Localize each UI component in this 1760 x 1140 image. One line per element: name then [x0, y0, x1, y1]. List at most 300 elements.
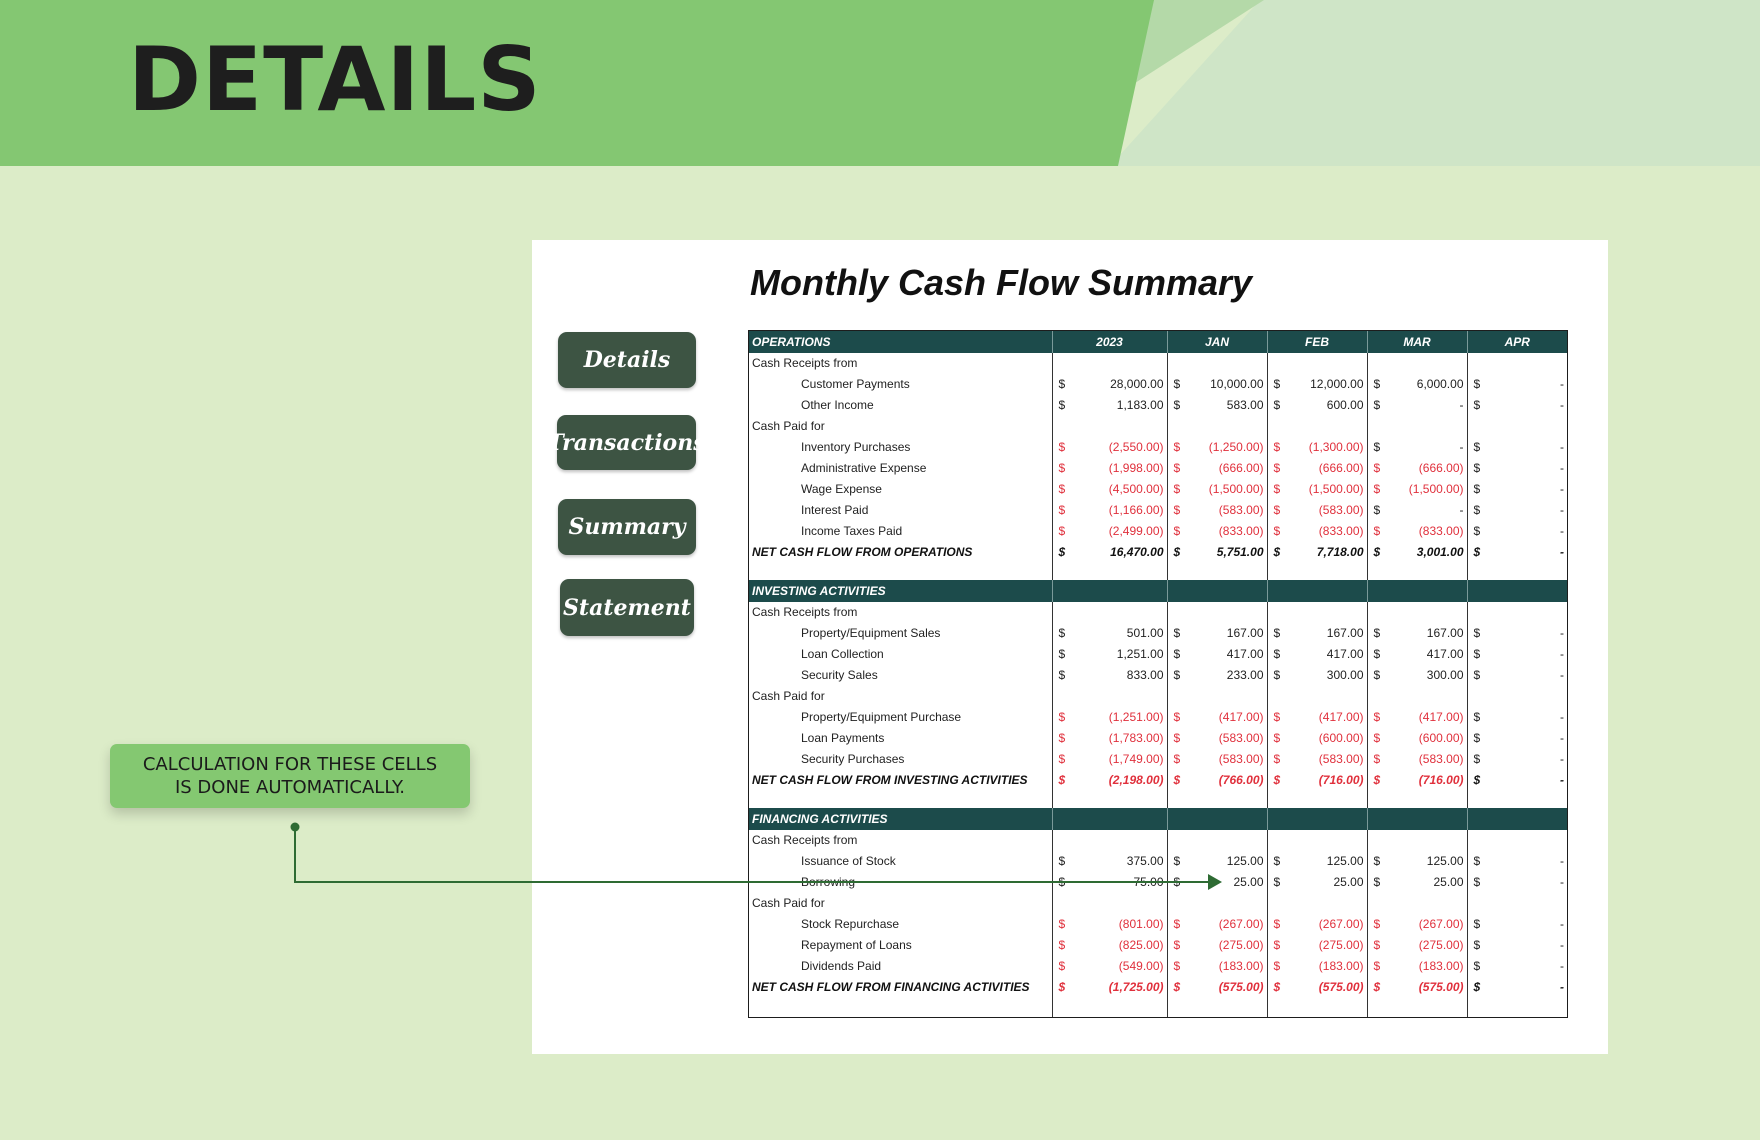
amount: (583.00)	[1318, 503, 1364, 517]
value-cell[interactable]	[1267, 851, 1367, 872]
value-cell[interactable]	[1267, 770, 1367, 791]
value-cell[interactable]	[1167, 707, 1267, 728]
transactions-button[interactable]: Transactions	[557, 415, 696, 470]
amount: (267.00)	[1418, 917, 1464, 931]
currency-symbol: $	[1373, 710, 1381, 724]
amount: (600.00)	[1318, 731, 1364, 745]
value-cell[interactable]	[1052, 644, 1167, 665]
value-cell[interactable]	[1267, 374, 1367, 395]
row-label: Borrowing	[749, 872, 1052, 893]
currency-symbol: $	[1473, 626, 1481, 640]
table-row	[749, 977, 1567, 998]
value-cell[interactable]	[1267, 872, 1367, 893]
value-cell[interactable]	[1267, 602, 1367, 623]
value-cell[interactable]	[1367, 623, 1467, 644]
amount: (1,500.00)	[1308, 482, 1364, 496]
value-cell[interactable]	[1267, 665, 1367, 686]
amount: (833.00)	[1418, 524, 1464, 538]
section-title: FINANCING ACTIVITIES	[749, 808, 1052, 830]
value-cell[interactable]	[1367, 542, 1467, 563]
value-cell[interactable]	[1267, 935, 1367, 956]
row-label: Cash Receipts from	[749, 830, 1052, 851]
value-cell[interactable]	[1367, 416, 1467, 437]
value-cell[interactable]	[1167, 542, 1267, 563]
value-cell[interactable]	[1167, 602, 1267, 623]
row-label: Security Purchases	[749, 749, 1052, 770]
amount: (575.00)	[1318, 980, 1364, 994]
amount: 583.00	[1226, 398, 1264, 412]
value-cell[interactable]	[1367, 872, 1467, 893]
row-label: Customer Payments	[749, 374, 1052, 395]
value-cell[interactable]	[1467, 374, 1567, 395]
value-cell[interactable]	[1467, 437, 1567, 458]
value-cell[interactable]	[1052, 935, 1167, 956]
currency-symbol: $	[1058, 377, 1066, 391]
value-cell[interactable]	[1467, 872, 1567, 893]
value-cell[interactable]	[1467, 602, 1567, 623]
amount: 28,000.00	[1110, 377, 1164, 391]
page-title: DETAILS	[128, 28, 542, 131]
currency-symbol: $	[1273, 938, 1281, 952]
value-cell[interactable]	[1167, 437, 1267, 458]
row-label: Stock Repurchase	[749, 914, 1052, 935]
amount: 10,000.00	[1210, 377, 1264, 391]
value-cell[interactable]	[1167, 623, 1267, 644]
value-cell[interactable]	[1367, 893, 1467, 914]
value-cell[interactable]	[1467, 686, 1567, 707]
currency-symbol: $	[1373, 524, 1381, 538]
amount: (1,500.00)	[1408, 482, 1464, 496]
value-cell[interactable]	[1052, 914, 1167, 935]
value-cell[interactable]	[1467, 770, 1567, 791]
currency-symbol: $	[1373, 626, 1381, 640]
column-header	[1167, 580, 1267, 602]
value-cell[interactable]	[1267, 521, 1367, 542]
value-cell[interactable]	[1367, 728, 1467, 749]
value-cell[interactable]	[1052, 749, 1167, 770]
amount: -	[1459, 440, 1464, 454]
value-cell[interactable]	[1467, 707, 1567, 728]
amount: 300.00	[1426, 668, 1464, 682]
amount: (417.00)	[1318, 710, 1364, 724]
value-cell[interactable]	[1052, 830, 1167, 851]
section-title: OPERATIONS	[749, 331, 1052, 353]
value-cell[interactable]	[1052, 521, 1167, 542]
amount: (2,550.00)	[1108, 440, 1164, 454]
value-cell[interactable]	[1267, 728, 1367, 749]
value-cell[interactable]	[1267, 686, 1367, 707]
value-cell[interactable]	[1367, 977, 1467, 998]
section-spacer	[749, 791, 1567, 808]
currency-symbol: $	[1273, 710, 1281, 724]
value-cell[interactable]	[1167, 977, 1267, 998]
value-cell[interactable]	[1267, 416, 1367, 437]
value-cell[interactable]	[1052, 395, 1167, 416]
value-cell[interactable]	[1367, 707, 1467, 728]
table-row	[749, 623, 1567, 644]
value-cell[interactable]	[1052, 458, 1167, 479]
amount: -	[1560, 752, 1564, 766]
value-cell[interactable]	[1267, 956, 1367, 977]
value-cell[interactable]	[1267, 500, 1367, 521]
amount: -	[1560, 938, 1564, 952]
value-cell[interactable]	[1367, 749, 1467, 770]
currency-symbol: $	[1173, 647, 1181, 661]
value-cell[interactable]	[1467, 851, 1567, 872]
row-label: Property/Equipment Purchase	[749, 707, 1052, 728]
table-row	[749, 956, 1567, 977]
value-cell[interactable]	[1052, 872, 1167, 893]
currency-symbol: $	[1473, 482, 1481, 496]
currency-symbol: $	[1273, 377, 1281, 391]
table-row	[749, 542, 1567, 563]
currency-symbol: $	[1173, 524, 1181, 538]
value-cell[interactable]	[1367, 395, 1467, 416]
sheet-title: Monthly Cash Flow Summary	[750, 262, 1253, 303]
amount: -	[1560, 647, 1564, 661]
value-cell[interactable]	[1167, 914, 1267, 935]
value-cell[interactable]	[1467, 521, 1567, 542]
value-cell[interactable]	[1267, 893, 1367, 914]
value-cell[interactable]	[1167, 479, 1267, 500]
currency-symbol: $	[1058, 647, 1066, 661]
value-cell[interactable]	[1052, 623, 1167, 644]
value-cell[interactable]	[1167, 770, 1267, 791]
value-cell[interactable]	[1367, 500, 1467, 521]
value-cell[interactable]	[1167, 935, 1267, 956]
currency-symbol: $	[1173, 545, 1181, 559]
amount: 600.00	[1326, 398, 1364, 412]
amount: -	[1560, 959, 1564, 973]
amount: 300.00	[1326, 668, 1364, 682]
value-cell[interactable]	[1267, 437, 1367, 458]
currency-symbol: $	[1058, 875, 1066, 889]
summary-button[interactable]: Summary	[558, 499, 696, 555]
row-label: Cash Paid for	[749, 893, 1052, 914]
currency-symbol: $	[1173, 503, 1181, 517]
amount: 167.00	[1326, 626, 1364, 640]
value-cell[interactable]	[1167, 395, 1267, 416]
value-cell[interactable]	[1367, 665, 1467, 686]
value-cell[interactable]	[1167, 521, 1267, 542]
value-cell[interactable]	[1052, 665, 1167, 686]
value-cell[interactable]	[1052, 956, 1167, 977]
column-header: 2023	[1052, 331, 1167, 353]
value-cell[interactable]	[1467, 728, 1567, 749]
value-cell[interactable]	[1267, 623, 1367, 644]
currency-symbol: $	[1273, 626, 1281, 640]
column-header: JAN	[1167, 331, 1267, 353]
amount: 167.00	[1226, 626, 1264, 640]
amount: (183.00)	[1418, 959, 1464, 973]
currency-symbol: $	[1173, 854, 1181, 868]
amount: -	[1560, 377, 1564, 391]
amount: -	[1560, 524, 1564, 538]
value-cell[interactable]	[1267, 977, 1367, 998]
amount: (666.00)	[1418, 461, 1464, 475]
amount: (583.00)	[1218, 503, 1264, 517]
amount: (549.00)	[1118, 959, 1164, 973]
currency-symbol: $	[1173, 959, 1181, 973]
value-cell[interactable]	[1052, 728, 1167, 749]
currency-symbol: $	[1273, 752, 1281, 766]
currency-symbol: $	[1473, 647, 1481, 661]
amount: (716.00)	[1418, 773, 1464, 787]
value-cell[interactable]	[1367, 602, 1467, 623]
value-cell[interactable]	[1052, 770, 1167, 791]
currency-symbol: $	[1373, 875, 1381, 889]
value-cell[interactable]	[1367, 935, 1467, 956]
row-label: Loan Collection	[749, 644, 1052, 665]
value-cell[interactable]	[1052, 707, 1167, 728]
currency-symbol: $	[1473, 377, 1481, 391]
section-header	[749, 331, 1567, 353]
currency-symbol: $	[1373, 440, 1381, 454]
currency-symbol: $	[1473, 440, 1481, 454]
value-cell[interactable]	[1167, 458, 1267, 479]
value-cell[interactable]	[1467, 749, 1567, 770]
currency-symbol: $	[1273, 545, 1281, 559]
value-cell[interactable]	[1167, 353, 1267, 374]
column-header	[1267, 580, 1367, 602]
amount: -	[1560, 710, 1564, 724]
value-cell[interactable]	[1167, 893, 1267, 914]
value-cell[interactable]	[1052, 542, 1167, 563]
value-cell[interactable]	[1052, 353, 1167, 374]
currency-symbol: $	[1273, 854, 1281, 868]
currency-symbol: $	[1473, 545, 1481, 559]
table-row	[749, 521, 1567, 542]
currency-symbol: $	[1373, 398, 1381, 412]
amount: -	[1560, 461, 1564, 475]
value-cell[interactable]	[1467, 395, 1567, 416]
value-cell[interactable]	[1367, 521, 1467, 542]
column-header: APR	[1467, 331, 1567, 353]
value-cell[interactable]	[1467, 830, 1567, 851]
amount: 167.00	[1426, 626, 1464, 640]
value-cell[interactable]	[1367, 956, 1467, 977]
value-cell[interactable]	[1467, 914, 1567, 935]
currency-symbol: $	[1058, 917, 1066, 931]
table-row	[749, 500, 1567, 521]
amount: -	[1560, 545, 1564, 559]
value-cell[interactable]	[1267, 749, 1367, 770]
value-cell[interactable]	[1367, 644, 1467, 665]
value-cell[interactable]	[1367, 830, 1467, 851]
value-cell[interactable]	[1367, 686, 1467, 707]
cash-flow-table	[748, 330, 1568, 1018]
amount: (1,749.00)	[1108, 752, 1164, 766]
currency-symbol: $	[1373, 752, 1381, 766]
value-cell[interactable]	[1367, 374, 1467, 395]
amount: 7,718.00	[1316, 545, 1364, 559]
section-spacer	[749, 563, 1567, 580]
amount: (275.00)	[1418, 938, 1464, 952]
value-cell[interactable]	[1267, 458, 1367, 479]
currency-symbol: $	[1173, 731, 1181, 745]
value-cell[interactable]	[1267, 395, 1367, 416]
currency-symbol: $	[1058, 482, 1066, 496]
table-row	[749, 458, 1567, 479]
table-row	[749, 872, 1567, 893]
currency-symbol: $	[1473, 752, 1481, 766]
currency-symbol: $	[1058, 668, 1066, 682]
currency-symbol: $	[1373, 854, 1381, 868]
value-cell[interactable]	[1052, 374, 1167, 395]
value-cell[interactable]	[1367, 458, 1467, 479]
value-cell[interactable]	[1052, 851, 1167, 872]
currency-symbol: $	[1473, 503, 1481, 517]
table-row	[749, 770, 1567, 791]
value-cell[interactable]	[1167, 644, 1267, 665]
value-cell[interactable]	[1052, 977, 1167, 998]
value-cell[interactable]	[1267, 542, 1367, 563]
amount: 25.00	[1333, 875, 1364, 889]
value-cell[interactable]	[1467, 353, 1567, 374]
table-row	[749, 353, 1567, 374]
value-cell[interactable]	[1052, 500, 1167, 521]
value-cell[interactable]	[1167, 374, 1267, 395]
row-label: Issuance of Stock	[749, 851, 1052, 872]
amount: 16,470.00	[1110, 545, 1164, 559]
value-cell[interactable]	[1467, 935, 1567, 956]
table-row	[749, 707, 1567, 728]
value-cell[interactable]	[1267, 353, 1367, 374]
currency-symbol: $	[1373, 461, 1381, 475]
value-cell[interactable]	[1467, 665, 1567, 686]
currency-symbol: $	[1273, 482, 1281, 496]
value-cell[interactable]	[1467, 542, 1567, 563]
currency-symbol: $	[1173, 461, 1181, 475]
amount: (183.00)	[1318, 959, 1364, 973]
amount: 125.00	[1226, 854, 1264, 868]
statement-button[interactable]: Statement	[560, 579, 694, 636]
value-cell[interactable]	[1267, 644, 1367, 665]
row-label: Interest Paid	[749, 500, 1052, 521]
currency-symbol: $	[1273, 731, 1281, 745]
column-header: MAR	[1367, 331, 1467, 353]
value-cell[interactable]	[1167, 728, 1267, 749]
currency-symbol: $	[1173, 710, 1181, 724]
value-cell[interactable]	[1052, 893, 1167, 914]
amount: (666.00)	[1318, 461, 1364, 475]
value-cell[interactable]	[1052, 416, 1167, 437]
value-cell[interactable]	[1167, 956, 1267, 977]
currency-symbol: $	[1058, 959, 1066, 973]
value-cell[interactable]	[1167, 851, 1267, 872]
value-cell[interactable]	[1467, 479, 1567, 500]
column-header	[1367, 808, 1467, 830]
value-cell[interactable]	[1467, 416, 1567, 437]
currency-symbol: $	[1273, 773, 1281, 787]
value-cell[interactable]	[1267, 479, 1367, 500]
note-line-2: IS DONE AUTOMATICALLY.	[174, 777, 406, 798]
amount: -	[1560, 440, 1564, 454]
row-label: NET CASH FLOW FROM OPERATIONS	[749, 542, 1052, 563]
value-cell[interactable]	[1167, 749, 1267, 770]
value-cell[interactable]	[1052, 479, 1167, 500]
value-cell[interactable]	[1367, 479, 1467, 500]
value-cell[interactable]	[1467, 893, 1567, 914]
value-cell[interactable]	[1052, 686, 1167, 707]
row-label: NET CASH FLOW FROM FINANCING ACTIVITIES	[749, 977, 1052, 998]
value-cell[interactable]	[1167, 872, 1267, 893]
table-row	[749, 395, 1567, 416]
value-cell[interactable]	[1167, 665, 1267, 686]
value-cell[interactable]	[1267, 914, 1367, 935]
amount: -	[1560, 875, 1564, 889]
value-cell[interactable]	[1367, 770, 1467, 791]
currency-symbol: $	[1058, 524, 1066, 538]
table-row	[749, 665, 1567, 686]
currency-symbol: $	[1058, 461, 1066, 475]
value-cell[interactable]	[1467, 977, 1567, 998]
value-cell[interactable]	[1367, 353, 1467, 374]
table-row	[749, 893, 1567, 914]
value-cell[interactable]	[1167, 500, 1267, 521]
value-cell[interactable]	[1367, 437, 1467, 458]
table-row	[749, 686, 1567, 707]
value-cell[interactable]	[1467, 956, 1567, 977]
value-cell[interactable]	[1167, 416, 1267, 437]
table-row	[749, 935, 1567, 956]
amount: -	[1560, 731, 1564, 745]
amount: (575.00)	[1418, 980, 1464, 994]
value-cell[interactable]	[1167, 686, 1267, 707]
value-cell[interactable]	[1367, 914, 1467, 935]
table-row	[749, 644, 1567, 665]
value-cell[interactable]	[1267, 830, 1367, 851]
value-cell[interactable]	[1467, 500, 1567, 521]
table-row	[749, 416, 1567, 437]
currency-symbol: $	[1473, 959, 1481, 973]
amount: -	[1560, 398, 1564, 412]
currency-symbol: $	[1173, 773, 1181, 787]
currency-symbol: $	[1273, 398, 1281, 412]
currency-symbol: $	[1473, 875, 1481, 889]
value-cell[interactable]	[1467, 458, 1567, 479]
amount: (267.00)	[1318, 917, 1364, 931]
value-cell[interactable]	[1052, 437, 1167, 458]
value-cell[interactable]	[1052, 602, 1167, 623]
value-cell[interactable]	[1467, 644, 1567, 665]
amount: (575.00)	[1218, 980, 1264, 994]
currency-symbol: $	[1373, 545, 1381, 559]
row-label: Cash Receipts from	[749, 353, 1052, 374]
value-cell[interactable]	[1167, 830, 1267, 851]
details-button[interactable]: Details	[558, 332, 696, 388]
table-row	[749, 374, 1567, 395]
column-header	[1167, 808, 1267, 830]
amount: (1,300.00)	[1308, 440, 1364, 454]
section-header	[749, 808, 1567, 830]
row-label: Other Income	[749, 395, 1052, 416]
currency-symbol: $	[1173, 377, 1181, 391]
value-cell[interactable]	[1267, 707, 1367, 728]
currency-symbol: $	[1173, 440, 1181, 454]
currency-symbol: $	[1173, 938, 1181, 952]
amount: (1,725.00)	[1108, 980, 1164, 994]
amount: 5,751.00	[1216, 545, 1264, 559]
value-cell[interactable]	[1467, 623, 1567, 644]
section-title: INVESTING ACTIVITIES	[749, 580, 1052, 602]
currency-symbol: $	[1473, 398, 1481, 412]
amount: 1,251.00	[1116, 647, 1164, 661]
currency-symbol: $	[1373, 482, 1381, 496]
amount: (583.00)	[1318, 752, 1364, 766]
value-cell[interactable]	[1367, 851, 1467, 872]
amount: (1,251.00)	[1108, 710, 1164, 724]
